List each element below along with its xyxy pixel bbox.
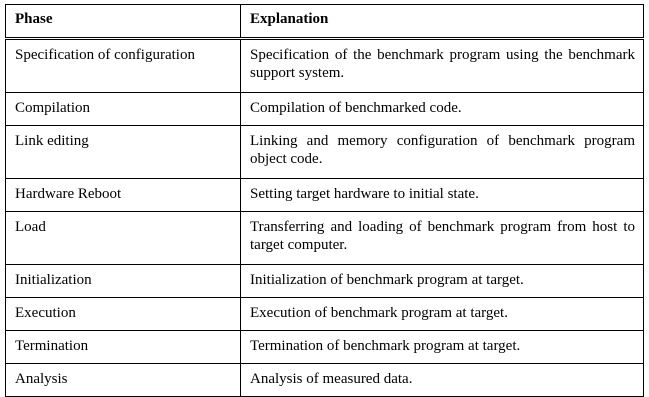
phase-explanation-table <box>5 4 644 397</box>
explanation-cell: Linking and memory configuration of benchmark program object code. <box>241 126 644 179</box>
phase-cell: Initialization <box>6 265 241 298</box>
phase-cell: Termination <box>6 331 241 364</box>
explanation-cell: Setting target hardware to initial state. <box>241 179 644 212</box>
phase-cell: Specification of configuration <box>6 39 241 93</box>
table-header-row <box>6 5 644 39</box>
phase-cell: Execution <box>6 298 241 331</box>
explanation-cell: Execution of benchmark program at target. <box>241 298 644 331</box>
table-row <box>6 179 644 212</box>
phase-cell: Compilation <box>6 93 241 126</box>
table-row <box>6 39 644 93</box>
table-row <box>6 212 644 265</box>
phase-column-header: Phase <box>6 5 241 39</box>
phase-cell: Load <box>6 212 241 265</box>
table-row <box>6 331 644 364</box>
explanation-cell: Compilation of benchmarked code. <box>241 93 644 126</box>
explanation-cell: Initialization of benchmark program at target. <box>241 265 644 298</box>
table-row <box>6 265 644 298</box>
explanation-cell: Analysis of measured data. <box>241 364 644 397</box>
phase-cell: Link editing <box>6 126 241 179</box>
explanation-cell: Transferring and loading of benchmark program from host to target computer. <box>241 212 644 265</box>
phase-cell: Analysis <box>6 364 241 397</box>
explanation-cell: Termination of benchmark program at target. <box>241 331 644 364</box>
table-row <box>6 364 644 397</box>
table-row <box>6 298 644 331</box>
phase-cell: Hardware Reboot <box>6 179 241 212</box>
table-row <box>6 93 644 126</box>
explanation-cell: Specification of the benchmark program using the benchmark support system. <box>241 39 644 93</box>
explanation-column-header: Explanation <box>241 5 644 39</box>
table-row <box>6 126 644 179</box>
